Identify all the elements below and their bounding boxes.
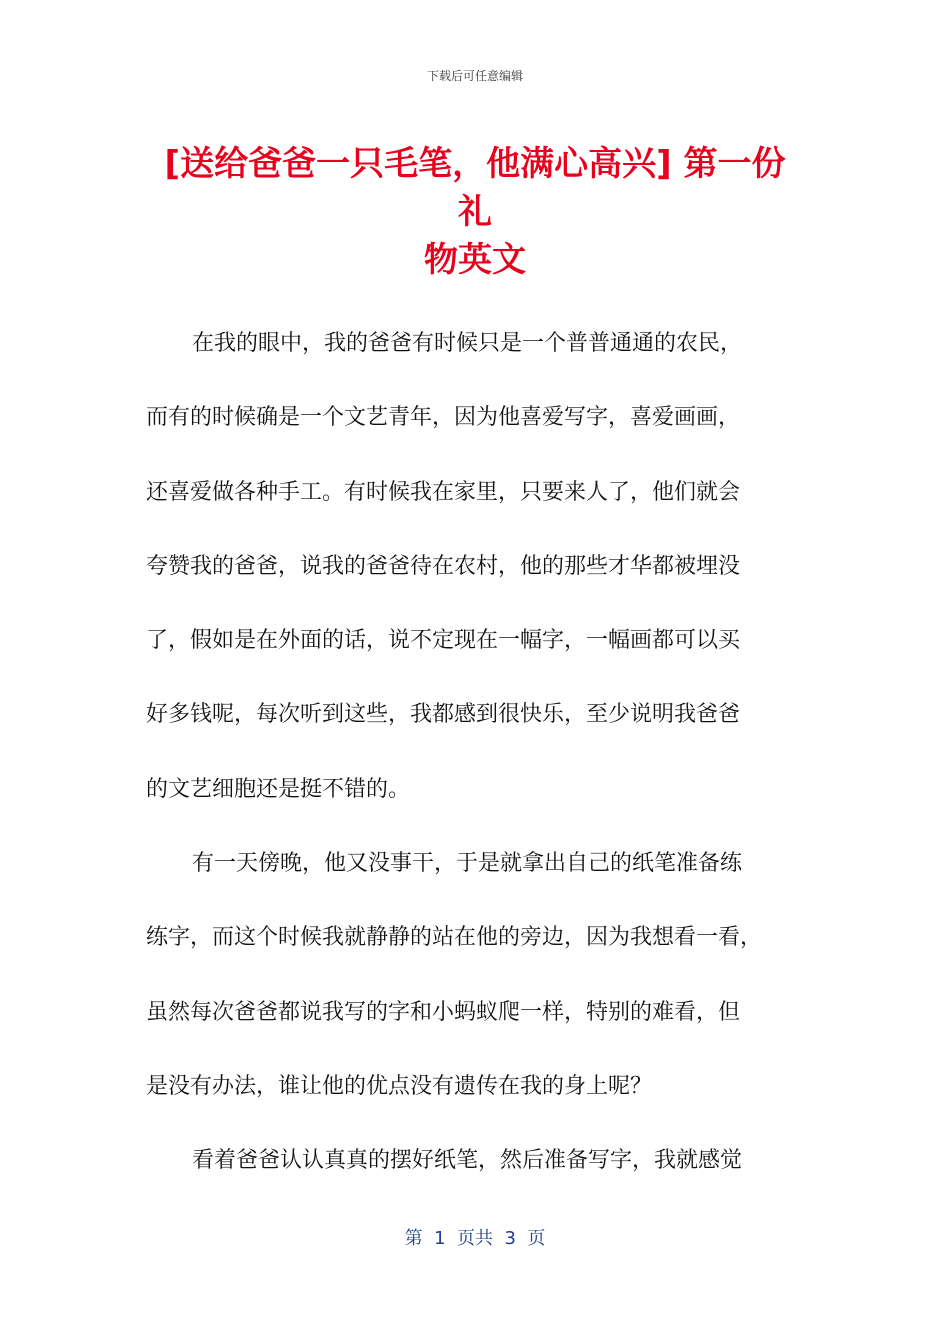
body-line: 练字，而这个时候我就静静的站在他的旁边，因为我想看一看， [146,925,763,951]
body-line: 还喜爱做各种手工。有时候我在家里，只要来人了，他们就会 [146,479,741,505]
body-line: 了，假如是在外面的话，说不定现在一幅字，一幅画都可以买 [146,628,741,654]
document-title [150,140,800,284]
body-line: 而有的时候确是一个文艺青年，因为他喜爱写字，喜爱画画， [146,405,741,431]
body-line: 看着爸爸认认真真的摆好纸笔，然后准备写字，我就感觉 [192,1148,743,1174]
body-line: 好多钱呢，每次听到这些，我都感到很快乐，至少说明我爸爸 [146,702,741,728]
page-number-footer: 第 1 页共 3 页 [404,1228,546,1249]
body-line: 是没有办法，谁让他的优点没有遗传在我的身上呢？ [146,1073,653,1099]
body-line: 在我的眼中，我的爸爸有时候只是一个普普通通的农民， [192,331,743,356]
body-line: 有一天傍晚，他又没事干，于是就拿出自己的纸笔准备练 [192,851,743,877]
header-note: 下载后可任意编辑 [426,69,523,83]
body-line: 虽然每次爸爸都说我写的字和小蚂蚁爬一样，特别的难看，但 [146,999,741,1025]
body-line: 夸赞我的爸爸，说我的爸爸待在农村，他的那些才华都被埋没 [146,553,741,579]
title-line-2: 物英文 [424,240,526,280]
title-line-1: [送给爸爸一只毛笔，他满心高兴] 第一份礼 [164,144,786,232]
document-body [146,318,796,1210]
body-line: 的文艺细胞还是挺不错的。 [146,776,411,802]
